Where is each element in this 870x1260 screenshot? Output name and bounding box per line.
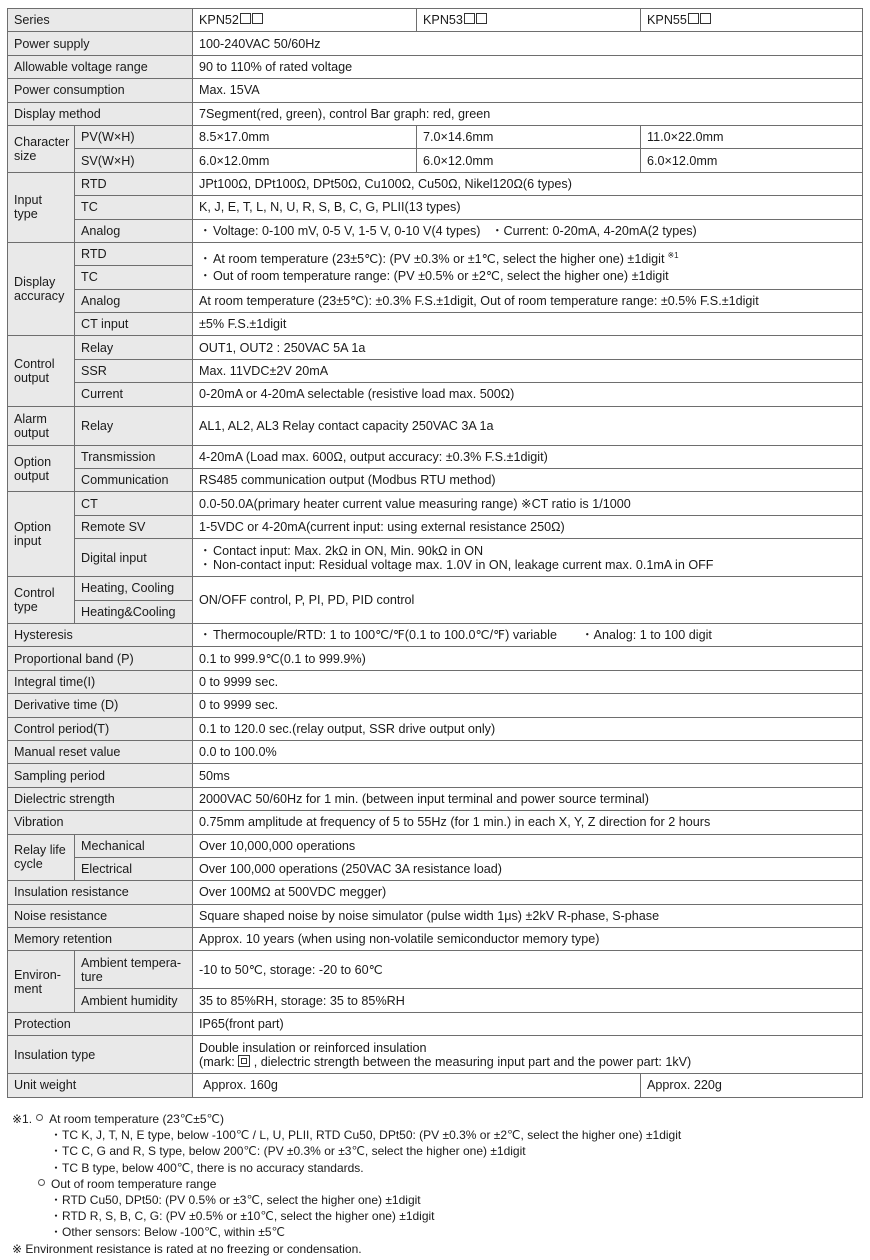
spec-row	[8, 149, 863, 172]
note-item: TC B type, below 400℃, there is no accuracy standards.	[62, 1160, 364, 1175]
model-kpn53	[417, 9, 641, 32]
spec-row	[8, 717, 863, 740]
spec-label: Insulation type	[8, 1036, 193, 1074]
spec-row	[8, 623, 863, 646]
note-ref: ※1	[667, 250, 679, 260]
sub-label: CT input	[75, 313, 193, 336]
series-row	[8, 9, 863, 32]
spec-row	[8, 1036, 863, 1074]
spec-label: Sampling period	[8, 764, 193, 787]
spec-value: 35 to 85%RH, storage: 35 to 85%RH	[193, 989, 863, 1012]
spec-value: 0-20mA or 4-20mA selectable (resistive load max. 500Ω)	[193, 383, 863, 406]
model-name: KPN52	[199, 13, 239, 28]
model-kpn55	[641, 9, 863, 32]
sub-label: Digital input	[75, 539, 193, 577]
double-insulation-mark-icon	[238, 1055, 250, 1067]
note-line: ・TC B type, below 400℃, there is no accuracy standards.	[50, 1160, 364, 1175]
spec-label: Proportional band (P)	[8, 647, 193, 670]
note-line	[12, 1176, 862, 1192]
group-label: Input type	[8, 172, 75, 242]
spec-label: Insulation resistance	[8, 881, 193, 904]
spec-label: Dielectric strength	[8, 787, 193, 810]
spec-value: ・At room temperature (23±5℃): (PV ±0.3% or ±1℃, select the higher one) ±1digit $^{※1}$ ・Out of room temperature range: (PV ±0.5% or ±2℃, select the higher one) ±1digit	[193, 242, 863, 289]
spec-row	[8, 196, 863, 219]
note-line: ・TC C, G and R, S type, below 200℃: (PV ±0.3% or ±3℃, select the higher one) ±1digit	[50, 1144, 526, 1159]
note-line	[12, 1111, 862, 1127]
footnotes	[12, 1111, 862, 1257]
spec-row	[8, 219, 863, 242]
spec-value: 0.0 to 100.0%	[193, 740, 863, 763]
spec-row	[8, 172, 863, 195]
spec-row	[8, 125, 863, 148]
sub-label: TC	[75, 266, 193, 289]
spec-row	[8, 289, 863, 312]
spec-value: 0.1 to 999.9℃(0.1 to 999.9%)	[193, 647, 863, 670]
spec-label: Allowable voltage range	[8, 55, 193, 78]
spec-label: Vibration	[8, 811, 193, 834]
spec-value: 6.0×12.0mm	[417, 149, 641, 172]
spec-label: Protection	[8, 1012, 193, 1035]
spec-value: Over 100MΩ at 500VDC megger)	[193, 881, 863, 904]
digital-contact: Contact input: Max. 2kΩ in ON, Min. 90kΩ in ON	[213, 543, 484, 558]
group-label: Option input	[8, 492, 75, 577]
note-item: TC K, J, T, N, E type, below -100℃ / L, U, PLII, RTD Cu50, DPt50: (PV ±0.3% or ±2℃, select the higher one) ±1digit	[62, 1128, 682, 1143]
spec-row	[8, 787, 863, 810]
spec-row	[8, 469, 863, 492]
note-item: TC C, G and R, S type, below 200℃: (PV ±0.3% or ±3℃, select the higher one) ±1digit	[62, 1144, 526, 1159]
sub-label: SV(W×H)	[75, 149, 193, 172]
spec-label: Integral time(I)	[8, 670, 193, 693]
spec-label: Derivative time (D)	[8, 694, 193, 717]
sub-label: Remote SV	[75, 515, 193, 538]
model-name: KPN55	[647, 13, 687, 28]
spec-value: Approx. 160g	[193, 1074, 641, 1097]
spec-value: 8.5×17.0mm	[193, 125, 417, 148]
group-label: Display accuracy	[8, 242, 75, 336]
spec-table	[7, 8, 863, 1098]
spec-row	[8, 1012, 863, 1035]
spec-row	[8, 492, 863, 515]
spec-label: Memory retention	[8, 928, 193, 951]
analog-current: Current: 0-20mA, 4-20mA(2 types)	[503, 223, 697, 238]
note-title: Out of room temperature range	[51, 1176, 217, 1191]
spec-value: RS485 communication output (Modbus RTU method)	[193, 469, 863, 492]
sub-label: TC	[75, 196, 193, 219]
sub-label: Analog	[75, 219, 193, 242]
spec-value: 7Segment(red, green), control Bar graph: red, green	[193, 102, 863, 125]
hysteresis-tc: Thermocouple/RTD: 1 to 100℃/℉(0.1 to 100.0℃/℉) variable	[213, 628, 557, 643]
sub-label: CT	[75, 492, 193, 515]
spec-value: 50ms	[193, 764, 863, 787]
spec-row	[8, 242, 863, 265]
placeholder-box-icon	[700, 13, 711, 24]
note-item: Other sensors: Below -100℃, within ±5℃	[62, 1225, 285, 1240]
spec-value: ・Thermocouple/RTD: 1 to 100℃/℉(0.1 to 100.0℃/℉) variable ・Analog: 1 to 100 digit	[193, 623, 863, 646]
spec-row	[8, 881, 863, 904]
spec-value: At room temperature (23±5℃): ±0.3% F.S.±1digit, Out of room temperature range: ±0.5% F.S.±1digit	[193, 289, 863, 312]
spec-row	[8, 406, 863, 445]
placeholder-box-icon	[476, 13, 487, 24]
spec-value: 0 to 9999 sec.	[193, 694, 863, 717]
spec-row	[8, 336, 863, 359]
spec-label: Power consumption	[8, 79, 193, 102]
note-line: ・RTD R, S, B, C, G: (PV ±0.5% or ±10℃, select the higher one) ±1digit	[50, 1209, 435, 1224]
placeholder-box-icon	[464, 13, 475, 24]
group-label: Character size	[8, 125, 75, 172]
spec-value: 2000VAC 50/60Hz for 1 min. (between input terminal and power source terminal)	[193, 787, 863, 810]
spec-row	[8, 740, 863, 763]
spec-value: JPt100Ω, DPt100Ω, DPt50Ω, Cu100Ω, Cu50Ω, Nikel120Ω(6 types)	[193, 172, 863, 195]
spec-value: 7.0×14.6mm	[417, 125, 641, 148]
model-name: KPN53	[423, 13, 463, 28]
spec-label: Manual reset value	[8, 740, 193, 763]
spec-value: 6.0×12.0mm	[641, 149, 863, 172]
note-line: ・Other sensors: Below -100℃, within ±5℃	[50, 1225, 285, 1240]
group-label: Option output	[8, 445, 75, 492]
spec-row	[8, 764, 863, 787]
spec-label: Hysteresis	[8, 623, 193, 646]
circle-bullet-icon	[36, 1114, 43, 1121]
spec-value: 0.75mm amplitude at frequency of 5 to 55Hz (for 1 min.) in each X, Y, Z direction for 2 hours	[193, 811, 863, 834]
spec-row	[8, 904, 863, 927]
sub-label: Communication	[75, 469, 193, 492]
spec-row	[8, 79, 863, 102]
sub-label: Ambient tempera-ture	[75, 951, 193, 989]
spec-row	[8, 1074, 863, 1097]
spec-value: 6.0×12.0mm	[193, 149, 417, 172]
series-label: Series	[8, 9, 193, 32]
spec-row	[8, 445, 863, 468]
hysteresis-analog: Analog: 1 to 100 digit	[593, 628, 712, 643]
accuracy-out: Out of room temperature range: (PV ±0.5% or ±2℃, select the higher one) ±1digit	[213, 268, 669, 283]
circle-bullet-icon	[38, 1179, 45, 1186]
note-line: ※ Environment resistance is rated at no freezing or condensation.	[12, 1241, 362, 1256]
group-label: Environ-ment	[8, 951, 75, 1012]
spec-value: Square shaped noise by noise simulator (pulse width 1μs) ±2kV R-phase, S-phase	[193, 904, 863, 927]
spec-row	[8, 515, 863, 538]
sub-label: Current	[75, 383, 193, 406]
spec-value: AL1, AL2, AL3 Relay contact capacity 250VAC 3A 1a	[193, 406, 863, 445]
spec-label: Power supply	[8, 32, 193, 55]
group-label: Control output	[8, 336, 75, 406]
model-kpn52	[193, 9, 417, 32]
group-label: Alarm output	[8, 406, 75, 445]
accuracy-room: At room temperature (23±5℃): (PV ±0.3% or ±1℃, select the higher one) ±1digit	[213, 251, 665, 266]
spec-row	[8, 811, 863, 834]
spec-value: Over 10,000,000 operations	[193, 834, 863, 857]
group-label: Relay life cycle	[8, 834, 75, 881]
spec-row	[8, 359, 863, 382]
sub-label: Heating&Cooling	[75, 600, 193, 623]
spec-row	[8, 928, 863, 951]
placeholder-box-icon	[688, 13, 699, 24]
insulation-line2: , dielectric strength between the measuring input part and the power part: 1kV)	[253, 1054, 692, 1069]
spec-value: ・Contact input: Max. 2kΩ in ON, Min. 90kΩ in ON ・Non-contact input: Residual voltage max. 1.0V in ON, leakage current max. 0.1mA in OFF	[193, 539, 863, 577]
spec-value: K, J, E, T, L, N, U, R, S, B, C, G, PLII(13 types)	[193, 196, 863, 219]
spec-row	[8, 32, 863, 55]
spec-value: 11.0×22.0mm	[641, 125, 863, 148]
analog-voltage: Voltage: 0-100 mV, 0-5 V, 1-5 V, 0-10 V(4 types)	[213, 223, 481, 238]
spec-row	[8, 670, 863, 693]
note-title: At room temperature (23℃±5℃)	[49, 1112, 224, 1126]
sub-label: PV(W×H)	[75, 125, 193, 148]
spec-value: 0 to 9999 sec.	[193, 670, 863, 693]
spec-value: 0.0-50.0A(primary heater current value measuring range) ※CT ratio is 1/1000	[193, 492, 863, 515]
spec-value: -10 to 50℃, storage: -20 to 60℃	[193, 951, 863, 989]
spec-value: 0.1 to 120.0 sec.(relay output, SSR drive output only)	[193, 717, 863, 740]
note-line: ・RTD Cu50, DPt50: (PV 0.5% or ±3℃, select the higher one) ±1digit	[50, 1193, 421, 1208]
sub-label: Relay	[75, 336, 193, 359]
digital-noncontact: Non-contact input: Residual voltage max. 1.0V in ON, leakage current max. 0.1mA in OFF	[213, 557, 714, 572]
spec-row	[8, 989, 863, 1012]
spec-value: ±5% F.S.±1digit	[193, 313, 863, 336]
sub-label: Heating, Cooling	[75, 577, 193, 600]
spec-row	[8, 834, 863, 857]
note-item: RTD R, S, B, C, G: (PV ±0.5% or ±10℃, select the higher one) ±1digit	[62, 1209, 435, 1224]
sub-label: Transmission	[75, 445, 193, 468]
spec-value: IP65(front part)	[193, 1012, 863, 1035]
group-label: Control type	[8, 577, 75, 624]
insulation-line1: Double insulation or reinforced insulation	[199, 1040, 427, 1055]
spec-value: ON/OFF control, P, PI, PD, PID control	[193, 577, 863, 624]
spec-row	[8, 647, 863, 670]
spec-row	[8, 313, 863, 336]
spec-row	[8, 694, 863, 717]
spec-label: Unit weight	[8, 1074, 193, 1097]
spec-value: 4-20mA (Load max. 600Ω, output accuracy: ±0.3% F.S.±1digit)	[193, 445, 863, 468]
spec-value: Approx. 220g	[641, 1074, 863, 1097]
sub-label: RTD	[75, 242, 193, 265]
note-line: ・TC K, J, T, N, E type, below -100℃ / L, U, PLII, RTD Cu50, DPt50: (PV ±0.3% or ±2℃, select the higher one) ±1digit	[50, 1128, 682, 1143]
spec-row	[8, 539, 863, 577]
sub-label: Ambient humidity	[75, 989, 193, 1012]
spec-label: Control period(T)	[8, 717, 193, 740]
spec-label: Display method	[8, 102, 193, 125]
note-mark: ※1.	[12, 1112, 33, 1126]
spec-label: Noise resistance	[8, 904, 193, 927]
spec-value: Over 100,000 operations (250VAC 3A resistance load)	[193, 857, 863, 880]
spec-value: Max. 15VA	[193, 79, 863, 102]
spec-value: ・Voltage: 0-100 mV, 0-5 V, 1-5 V, 0-10 V(4 types) ・Current: 0-20mA, 4-20mA(2 types)	[193, 219, 863, 242]
spec-row	[8, 102, 863, 125]
spec-row	[8, 857, 863, 880]
spec-row	[8, 383, 863, 406]
spec-value: OUT1, OUT2 : 250VAC 5A 1a	[193, 336, 863, 359]
spec-value: Max. 11VDC±2V 20mA	[193, 359, 863, 382]
sub-label: Electrical	[75, 857, 193, 880]
placeholder-box-icon	[240, 13, 251, 24]
spec-value: Approx. 10 years (when using non-volatile semiconductor memory type)	[193, 928, 863, 951]
insulation-mark-prefix: (mark:	[199, 1054, 235, 1069]
spec-row	[8, 577, 863, 600]
sub-label: Analog	[75, 289, 193, 312]
spec-value: 1-5VDC or 4-20mA(current input: using external resistance 250Ω)	[193, 515, 863, 538]
sub-label: Relay	[75, 406, 193, 445]
note-item: RTD Cu50, DPt50: (PV 0.5% or ±3℃, select the higher one) ±1digit	[62, 1193, 421, 1208]
spec-value: 100-240VAC 50/60Hz	[193, 32, 863, 55]
placeholder-box-icon	[252, 13, 263, 24]
sub-label: Mechanical	[75, 834, 193, 857]
sub-label: RTD	[75, 172, 193, 195]
spec-row	[8, 55, 863, 78]
spec-value: 90 to 110% of rated voltage	[193, 55, 863, 78]
spec-row	[8, 951, 863, 989]
sub-label: SSR	[75, 359, 193, 382]
spec-value	[193, 1036, 863, 1074]
